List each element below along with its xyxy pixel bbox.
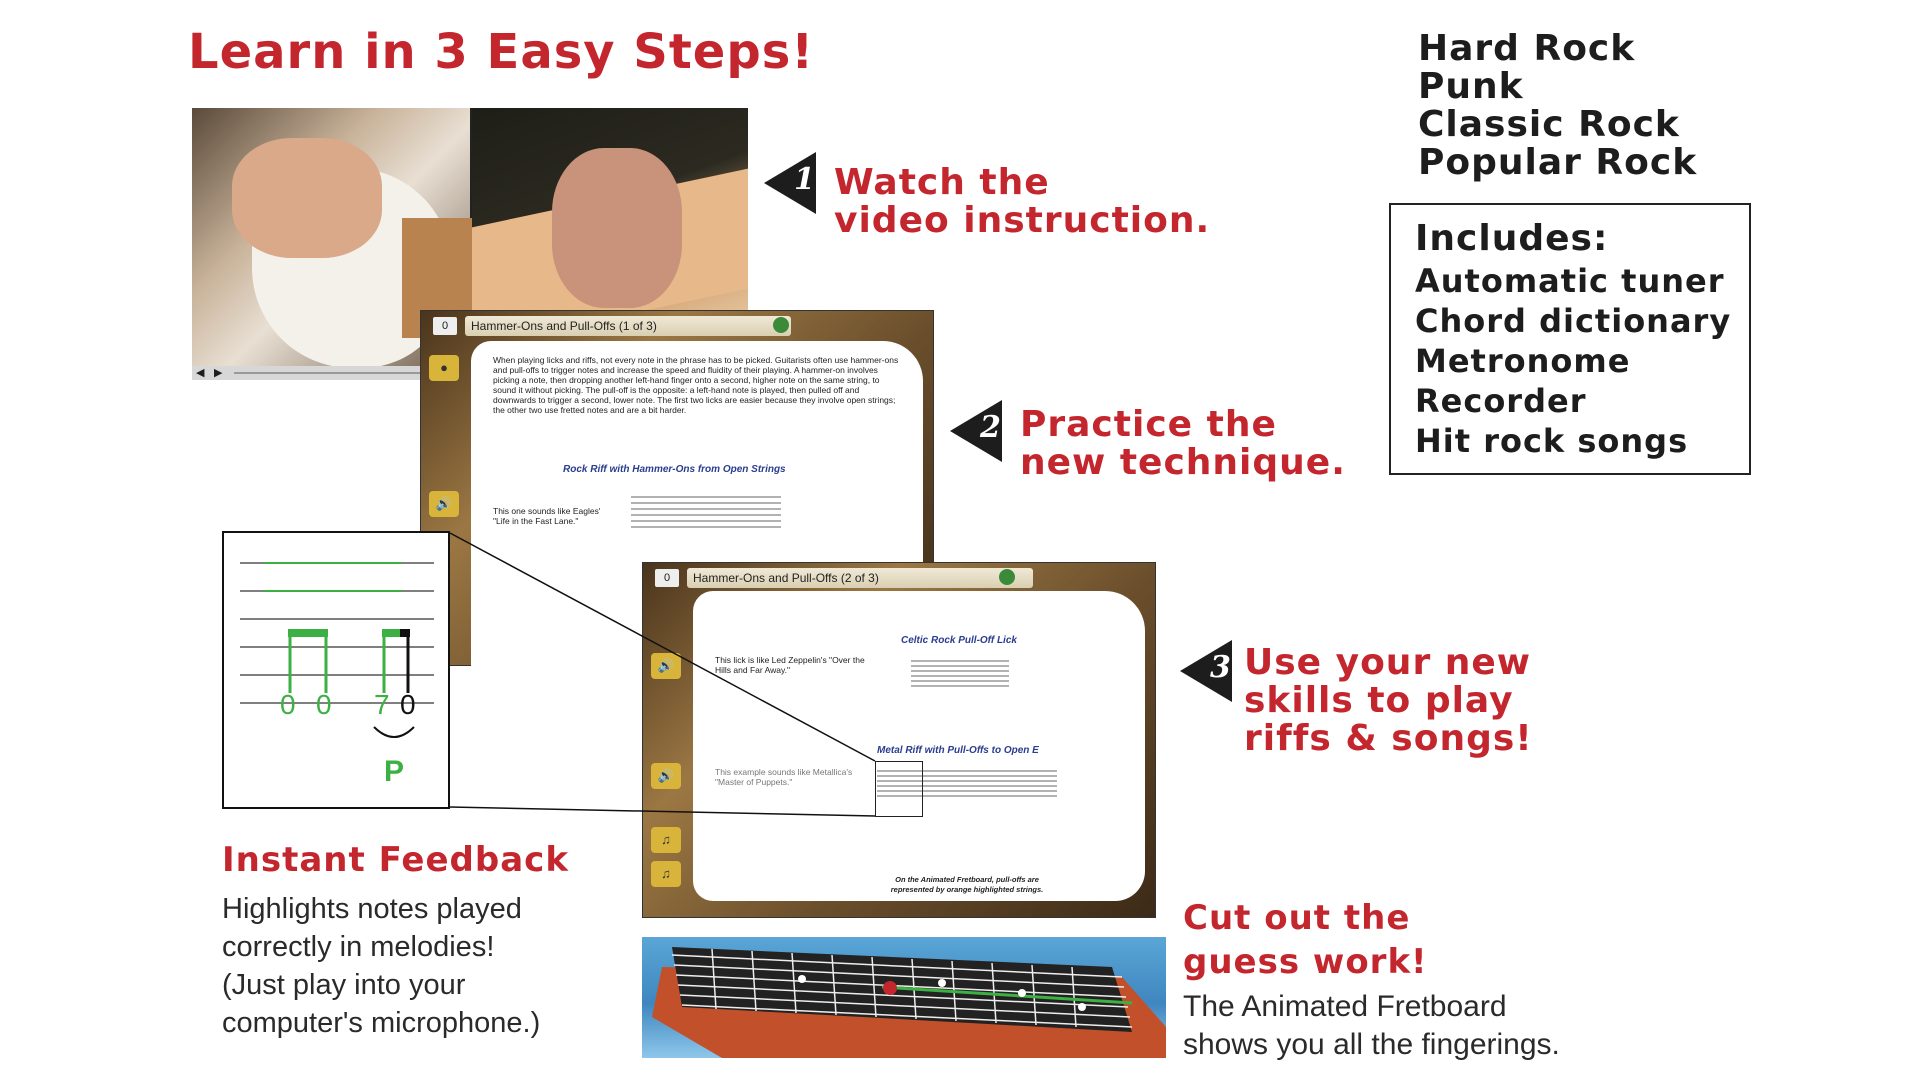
includes-title: Includes: — [1415, 218, 1609, 259]
genre-item: Punk — [1418, 66, 1524, 107]
fretboard-footnote: On the Animated Fretboard, pull-offs are represented by orange highlighted strings. — [890, 875, 1044, 894]
lick-caption: This lick is like Led Zeppelin's "Over the Hills and Far Away." — [715, 655, 865, 675]
cut-description — [1183, 988, 1560, 1064]
tab-note: 0 — [280, 689, 296, 720]
pull-off-marker: P — [384, 755, 405, 788]
fretboard-view-icon[interactable]: ♫ — [651, 861, 681, 887]
play-icon[interactable]: ▶ — [214, 367, 223, 379]
riff-title: Rock Riff with Hammer-Ons from Open Strings — [563, 464, 786, 475]
speaker-icon[interactable]: 🔊 — [651, 763, 681, 789]
animated-fretboard-image — [642, 937, 1166, 1058]
panel-title: Hammer-Ons and Pull-Offs (1 of 3) — [465, 316, 791, 336]
step-3-line: riffs & songs! — [1244, 718, 1533, 759]
cut-body-line: The Animated Fretboard — [1183, 990, 1507, 1023]
genre-item: Hard Rock — [1418, 28, 1636, 69]
cut-title — [1183, 896, 1428, 984]
panel-title: Hammer-Ons and Pull-Offs (2 of 3) — [687, 568, 1033, 588]
includes-item: Metronome — [1415, 342, 1631, 380]
tab-note: 0 — [400, 689, 416, 720]
speaker-icon[interactable]: 🔊 — [651, 653, 681, 679]
cut-body-line: shows you all the fingerings. — [1183, 1028, 1560, 1061]
zoomed-tab-feedback — [222, 531, 450, 809]
step-1-number: 1 — [794, 162, 815, 197]
step-1-line: Watch the — [834, 162, 1050, 203]
fretboard-drawing — [642, 937, 1166, 1058]
zoomed-tab-staff — [224, 533, 448, 807]
step-2-line: Practice the — [1020, 404, 1277, 445]
includes-item: Recorder — [1415, 382, 1587, 420]
panel-counter: 0 — [433, 317, 457, 335]
fretboard-view-icon[interactable]: ♫ — [651, 827, 681, 853]
video-button-icon[interactable]: ● — [429, 355, 459, 381]
cut-title-line: guess work! — [1183, 942, 1428, 982]
metal-riff-caption: This example sounds like Metallica's "Master of Puppets." — [715, 767, 853, 787]
panel-counter: 0 — [655, 569, 679, 587]
step-3-number: 3 — [1210, 650, 1231, 685]
includes-item: Chord dictionary — [1415, 302, 1732, 340]
page-headline: Learn in 3 Easy Steps! — [188, 24, 815, 80]
metal-riff-title: Metal Riff with Pull-Offs to Open E — [877, 745, 1039, 756]
lick-title: Celtic Rock Pull-Off Lick — [901, 635, 1017, 646]
lesson-paragraph: When playing licks and riffs, not every note in the phrase has to be picked. Guitarists often use hammer-ons and pull-offs to trigger notes and increase the speed and fluidity of their playing. A hammer-on involves picking a note, then dropping another left-hand finger onto a second, higher note on the same string, to sound it without picking. The pull-off is the opposite: a left-hand note is played, then pulled off and downwards to trigger a second, lower note. The first two licks are easier because they involve open strings; the other two use fretted notes and are a bit harder. — [493, 355, 899, 415]
speaker-icon[interactable]: 🔊 — [429, 491, 459, 517]
volume-icon[interactable]: ◀ — [196, 367, 205, 379]
step-3-line: Use your new — [1244, 642, 1532, 683]
feedback-line: correctly in melodies! — [222, 931, 495, 963]
tab-note: 0 — [316, 689, 332, 720]
feedback-title: Instant Feedback — [222, 840, 569, 880]
includes-item: Automatic tuner — [1415, 262, 1725, 300]
includes-item: Hit rock songs — [1415, 422, 1689, 460]
riff-caption: This one sounds like Eagles' "Life in the Fast Lane." — [493, 506, 601, 526]
step-1-line: video instruction. — [834, 200, 1211, 241]
genre-item: Classic Rock — [1418, 104, 1680, 145]
feedback-line: computer's microphone.) — [222, 1007, 541, 1039]
genre-item: Popular Rock — [1418, 142, 1698, 183]
step-3-line: skills to play — [1244, 680, 1514, 721]
cut-title-line: Cut out the — [1183, 898, 1411, 938]
feedback-description — [222, 890, 540, 1042]
step-2-number: 2 — [980, 410, 1001, 445]
feedback-line: Highlights notes played — [222, 893, 522, 925]
feedback-line: (Just play into your — [222, 969, 466, 1001]
tab-note: 7 — [374, 689, 390, 720]
step-2-line: new technique. — [1020, 442, 1346, 483]
